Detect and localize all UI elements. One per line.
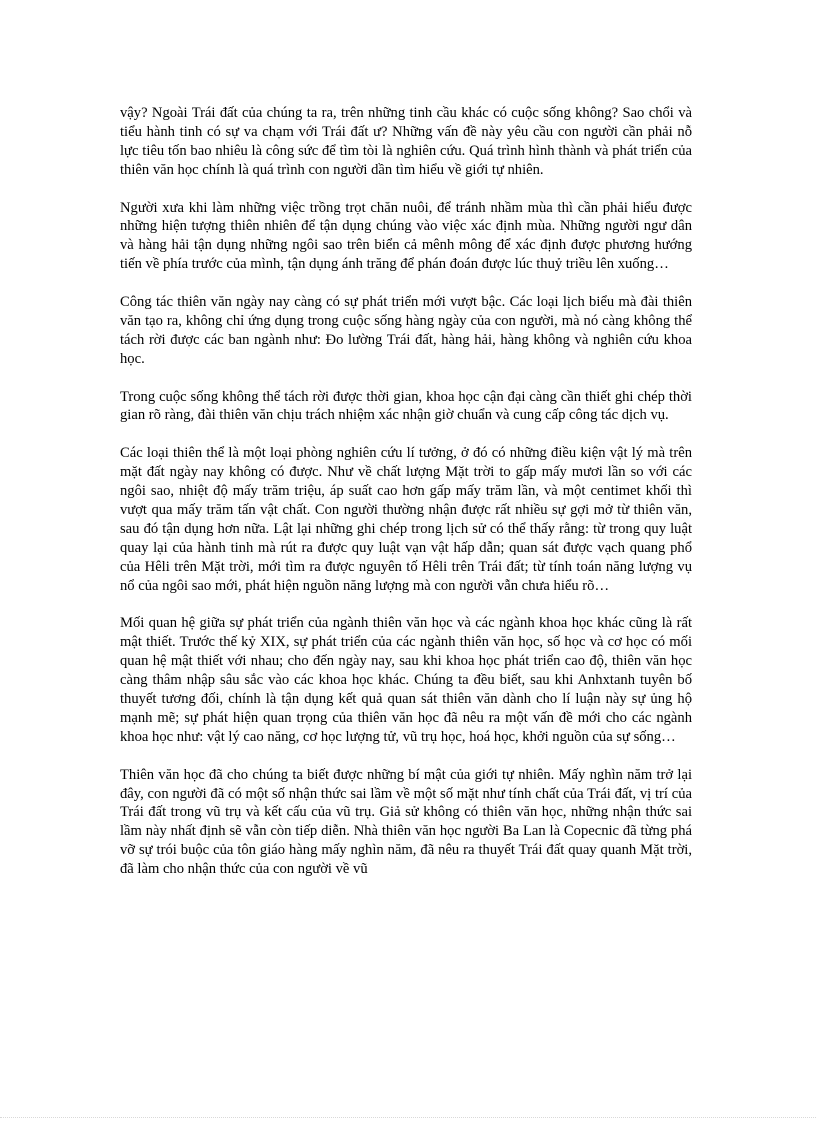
paragraph: Người xưa khi làm những việc trồng trọt chăn nuôi, để tránh nhầm mùa thì cần phải hiểu được những hiện tượng thiên nhiên để tận dụng chúng vào việc xác định mùa. Những người ngư dân và hàng hải tận dụng những ngôi sao trên biển cả mênh mông để xác định được phương hướng tiến về phía trước của mình, tận dụng ánh trăng để phán đoán được lúc thuỷ triều lên xuống… [120, 199, 692, 273]
paragraph: Trong cuộc sống không thể tách rời được thời gian, khoa học cận đại càng cần thiết ghi chép thời gian rõ ràng, đài thiên văn chịu trách nhiệm xác nhận giờ chuẩn và cung cấp công tác dịch vụ. [120, 388, 692, 424]
paragraph: vậy? Ngoài Trái đất của chúng ta ra, trên những tinh cầu khác có cuộc sống không? Sao chổi và tiểu hành tinh có sự va chạm với Trái đất ư? Những vấn đề này yêu cầu con người cần phải nỗ lực tiêu tốn bao nhiêu là công sức để tìm tòi là nghiên cứu. Quá trình hình thành và phát triển của thiên văn học chính là quá trình con người dần tìm hiểu về giới tự nhiên. [120, 105, 692, 178]
document-body [120, 104, 692, 898]
paragraph: Các loại thiên thể là một loại phòng nghiên cứu lí tưởng, ở đó có những điều kiện vật lý mà trên mặt đất ngày nay không có được. Như về chất lượng Mặt trời to gấp mấy mươi lần so với các ngôi sao, nhiệt độ mấy trăm triệu, áp suất cao hơn gấp mấy trăm lần, và một centimet khối thì vượt qua mấy trăm tấn vật chất. Con người thường nhận được rất nhiều sự gợi mở từ thiên văn, sau đó tận dụng hơn nữa. Lật lại những ghi chép trong lịch sử có thể thấy rằng: từ trong quy luật quay lại của hành tinh mà rút ra được quy luật vạn vật hấp dẫn; quan sát được vạch quang phổ của Hêli trên Mặt trời, mới tìm ra được nguyên tố Hêli trên Trái đất; từ tính toán năng lượng vụ nổ của ngôi sao mới, phát hiện nguồn năng lượng mà con người vẫn chưa hiểu rõ… [120, 445, 692, 594]
page-bottom-divider [0, 1117, 816, 1118]
paragraph: Mối quan hệ giữa sự phát triển của ngành thiên văn học và các ngành khoa học khác cũng là rất mật thiết. Trước thế kỷ XIX, sự phát triển của các ngành thiên văn học, số học và cơ học có mối quan hệ mật thiết với nhau; cho đến ngày nay, sau khi khoa học phát triển cao độ, thiên văn học càng thâm nhập sâu sắc vào các khoa học khác. Chúng ta đều biết, sau khi Anhxtanh tuyên bố thuyết tương đối, chính là tận dụng kết quả quan sát thiên văn dành cho lí luận này sự ủng hộ mạnh mẽ; sự phát hiện quan trọng của thiên văn học đã nêu ra một vấn đề mới cho các ngành khoa học như: vật lý cao năng, cơ học lượng tử, vũ trụ học, hoá học, khởi nguồn của sự sống… [120, 615, 692, 745]
paragraph: Thiên văn học đã cho chúng ta biết được những bí mật của giới tự nhiên. Mấy nghìn năm trở lại đây, con người đã có một số nhận thức sai lầm về một số mặt như tính chất của Trái đất, vị trí của Trái đất trong vũ trụ và kết cấu của vũ trụ. Giả sử không có thiên văn học, những nhận thức sai lầm này nhất định sẽ vẫn còn tiếp diễn. Nhà thiên văn học người Ba Lan là Copecnic đã từng phá vỡ sự trói buộc của tôn giáo hàng mấy nghìn năm, đã nêu ra thuyết Trái đất quay quanh Mặt trời, đã làm cho nhận thức của con người về vũ [120, 766, 692, 878]
paragraph: Công tác thiên văn ngày nay càng có sự phát triển mới vượt bậc. Các loại lịch biểu mà đài thiên văn tạo ra, không chỉ ứng dụng trong cuộc sống hàng ngày của con người, mà nó càng không thể tách rời được các ban ngành như: Đo lường Trái đất, hàng hải, hàng không và nghiên cứu khoa học. [120, 294, 692, 367]
